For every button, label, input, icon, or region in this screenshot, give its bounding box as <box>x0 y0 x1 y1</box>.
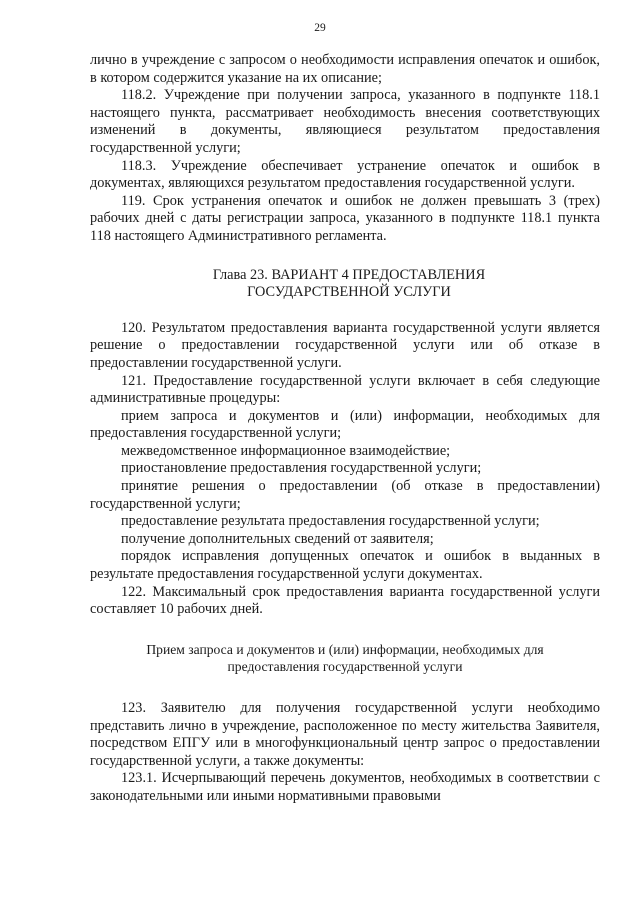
list-item: приостановление предоставления государственной услуги; <box>121 460 482 477</box>
document-body <box>90 52 600 806</box>
list-item: порядок исправления допущенных опечаток и ошибок в выданных в результате предоставления государственной услуги документах. <box>90 548 600 583</box>
section-heading-line: предоставления государственной услуги <box>227 659 463 675</box>
paragraph: 123. Заявителю для получения государственной услуги необходимо представить лично в учреждение, расположенное по месту жительства Заявителя, посредством ЕПГУ или в многофункциональный центр запрос о предоставлении государственной услуги, а также документы: <box>90 700 600 769</box>
list-item: получение дополнительных сведений от заявителя; <box>121 530 434 547</box>
list-item: межведомственное информационное взаимодействие; <box>121 442 451 459</box>
list-item: предоставление результата предоставления государственной услуги; <box>121 513 540 530</box>
paragraph: 122. Максимальный срок предоставления варианта государственной услуги составляет 10 рабочих дней. <box>90 583 600 618</box>
paragraph: 121. Предоставление государственной услуги включает в себя следующие административные процедуры: <box>90 372 600 407</box>
paragraph: лично в учреждение с запросом о необходимости исправления опечаток и ошибок, в котором содержится указание на их описание; <box>90 52 600 86</box>
paragraph: 123.1. Исчерпывающий перечень документов, необходимых в соответствии с законодательными или иными нормативными правовыми <box>90 770 600 804</box>
paragraph: 118.2. Учреждение при получении запроса, указанного в подпункте 118.1 настоящего пункта, рассматривает необходимость внесения соответствующих изменений в документы, являющиеся результатом предоставления государственной услуги; <box>90 87 600 156</box>
paragraph: 119. Срок устранения опечаток и ошибок не должен превышать 3 (трех) рабочих дней с даты регистрации запроса, указанного в подпункте 118.1 пункта 118 настоящего Административного регламента. <box>90 192 600 244</box>
section-heading <box>90 641 600 676</box>
chapter-heading-line: ГОСУДАРСТВЕННОЙ УСЛУГИ <box>247 284 451 301</box>
list-item: прием запроса и документов и (или) информации, необходимых для предоставления государственной услуги; <box>90 407 600 442</box>
chapter-heading-line: Глава 23. ВАРИАНТ 4 ПРЕДОСТАВЛЕНИЯ <box>212 266 486 283</box>
page-number: 29 <box>314 22 326 34</box>
list-item: принятие решения о предоставлении (об отказе в предоставлении) государственной услуги; <box>90 478 600 512</box>
section-heading-line: Прием запроса и документов и (или) информации, необходимых для <box>146 641 544 657</box>
paragraph: 118.3. Учреждение обеспечивает устранение опечаток и ошибок в документах, являющихся результатом предоставления государственной услуги. <box>90 157 600 192</box>
chapter-heading <box>90 267 600 302</box>
paragraph: 120. Результатом предоставления варианта государственной услуги является решение о предоставлении государственной услуги или об отказе в предоставлении государственной услуги. <box>90 319 600 371</box>
